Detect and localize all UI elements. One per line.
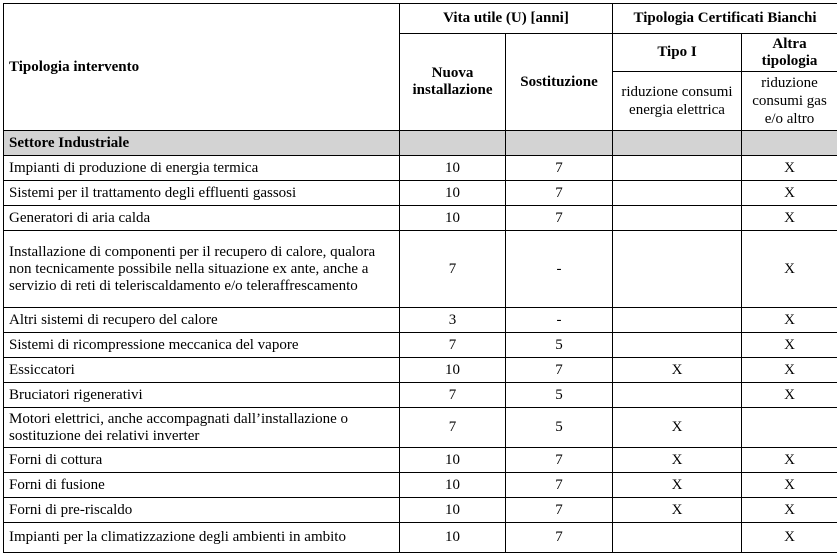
sostituzione-cell: 5 (506, 333, 613, 358)
altra-tipologia-cell: X (742, 498, 837, 523)
table-row (4, 308, 837, 333)
table-row (4, 383, 837, 408)
intervento-cell: Motori elettrici, anche accompagnati dall’installazione o sostituzione dei relativi inverter (4, 408, 400, 448)
col-header-tipologia-certificati: Tipologia Certificati Bianchi (613, 4, 837, 34)
altra-tipologia-cell: X (742, 308, 837, 333)
altra-tipologia-cell: X (742, 448, 837, 473)
table-row (4, 156, 837, 181)
intervento-cell: Installazione di componenti per il recupero di calore, qualora non tecnicamente possibile nella situazione ex ante, anche a servizio di reti di teleriscaldamento e/o teleraffrescamento (4, 231, 400, 308)
tipo-1-description: riduzione consumi energia elettrica (613, 72, 742, 131)
table-row (4, 333, 837, 358)
sostituzione-cell: - (506, 231, 613, 308)
altra-tipologia-cell: X (742, 333, 837, 358)
sostituzione-cell: 7 (506, 523, 613, 553)
intervento-cell: Forni di cottura (4, 448, 400, 473)
sector-empty-cell (400, 131, 506, 156)
table-row (4, 473, 837, 498)
tipo-1-cell: X (613, 408, 742, 448)
vita-utile-table (3, 3, 837, 553)
sector-empty-cell (613, 131, 742, 156)
altra-tipologia-cell: X (742, 156, 837, 181)
tipo-1-cell (613, 231, 742, 308)
col-header-altra-tipologia: Altra tipologia (742, 34, 837, 72)
altra-tipologia-cell (742, 408, 837, 448)
sostituzione-cell: 7 (506, 156, 613, 181)
tipo-1-cell (613, 333, 742, 358)
nuova-installazione-cell: 7 (400, 333, 506, 358)
sostituzione-cell: - (506, 308, 613, 333)
nuova-installazione-cell: 10 (400, 523, 506, 553)
altra-tipologia-cell: X (742, 231, 837, 308)
nuova-installazione-cell: 10 (400, 206, 506, 231)
tipo-1-cell (613, 523, 742, 553)
nuova-installazione-cell: 3 (400, 308, 506, 333)
tipo-1-cell: X (613, 498, 742, 523)
sostituzione-cell: 7 (506, 181, 613, 206)
table-row (4, 358, 837, 383)
altra-tipologia-cell: X (742, 523, 837, 553)
nuova-installazione-cell: 10 (400, 448, 506, 473)
nuova-installazione-cell: 10 (400, 473, 506, 498)
intervento-cell: Essiccatori (4, 358, 400, 383)
altra-tipologia-cell: X (742, 181, 837, 206)
tipo-1-cell (613, 156, 742, 181)
tipo-1-cell: X (613, 358, 742, 383)
tipo-1-cell (613, 383, 742, 408)
intervento-cell: Forni di fusione (4, 473, 400, 498)
col-header-nuova-installazione: Nuova installazione (400, 34, 506, 131)
intervento-cell: Bruciatori rigenerativi (4, 383, 400, 408)
nuova-installazione-cell: 10 (400, 156, 506, 181)
intervento-cell: Generatori di aria calda (4, 206, 400, 231)
tipo-1-cell: X (613, 448, 742, 473)
table-row (4, 206, 837, 231)
altra-tipologia-cell: X (742, 358, 837, 383)
intervento-cell: Sistemi di ricompressione meccanica del vapore (4, 333, 400, 358)
nuova-installazione-cell: 10 (400, 498, 506, 523)
altra-tipologia-cell: X (742, 473, 837, 498)
table-row (4, 498, 837, 523)
tipo-1-cell (613, 206, 742, 231)
table-row (4, 523, 837, 553)
nuova-installazione-cell: 10 (400, 358, 506, 383)
tipo-1-cell: X (613, 473, 742, 498)
sostituzione-cell: 5 (506, 408, 613, 448)
intervento-cell: Altri sistemi di recupero del calore (4, 308, 400, 333)
sostituzione-cell: 7 (506, 473, 613, 498)
sostituzione-cell: 5 (506, 383, 613, 408)
intervento-cell: Sistemi per il trattamento degli effluenti gassosi (4, 181, 400, 206)
table-row (4, 408, 837, 448)
altra-tipologia-cell: X (742, 383, 837, 408)
col-header-vita-utile: Vita utile (U) [anni] (400, 4, 613, 34)
col-header-tipologia-intervento: Tipologia intervento (4, 4, 400, 131)
sector-label: Settore Industriale (4, 131, 400, 156)
table-row (4, 181, 837, 206)
altra-tipologia-cell: X (742, 206, 837, 231)
sostituzione-cell: 7 (506, 206, 613, 231)
sostituzione-cell: 7 (506, 498, 613, 523)
table-row (4, 231, 837, 308)
intervento-cell: Forni di pre-riscaldo (4, 498, 400, 523)
nuova-installazione-cell: 7 (400, 231, 506, 308)
intervento-cell: Impianti per la climatizzazione degli ambienti in ambito (4, 523, 400, 553)
sostituzione-cell: 7 (506, 448, 613, 473)
tipo-1-cell (613, 181, 742, 206)
sector-empty-cell (506, 131, 613, 156)
col-header-sostituzione: Sostituzione (506, 34, 613, 131)
altra-tipologia-description: riduzione consumi gas e/o altro (742, 72, 837, 131)
intervento-cell: Impianti di produzione di energia termica (4, 156, 400, 181)
col-header-tipo-1: Tipo I (613, 34, 742, 72)
tipo-1-cell (613, 308, 742, 333)
nuova-installazione-cell: 7 (400, 383, 506, 408)
nuova-installazione-cell: 10 (400, 181, 506, 206)
sostituzione-cell: 7 (506, 358, 613, 383)
table-row (4, 448, 837, 473)
nuova-installazione-cell: 7 (400, 408, 506, 448)
sector-empty-cell (742, 131, 837, 156)
